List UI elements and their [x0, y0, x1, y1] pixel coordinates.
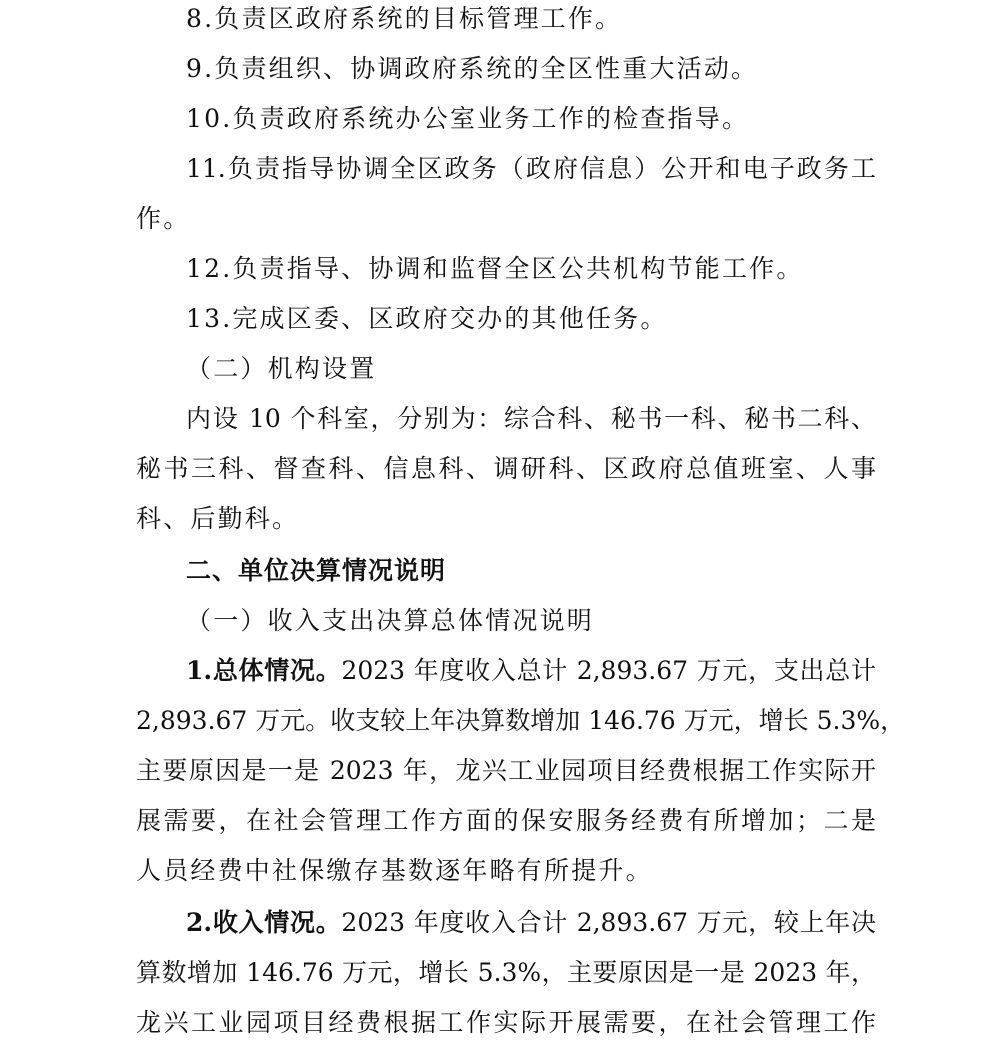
duty-item-13: 13.完成区委、区政府交办的其他任务。 — [186, 304, 668, 333]
overall-paragraph-line-3: 主要原因是一是 2023 年，龙兴工业园项目经费根据工作实际开 — [136, 756, 876, 785]
overall-paragraph-line-1: 1.总体情况。2023 年度收入总计 2,893.67 万元，支出总计 — [186, 656, 876, 685]
org-paragraph-line-2: 秘书三科、督查科、信息科、调研科、区政府总值班室、人事 — [136, 454, 876, 483]
income-paragraph-line-2: 算数增加 146.76 万元，增长 5.3%，主要原因是一是 2023 年， — [136, 958, 876, 987]
duty-item-9: 9.负责组织、协调政府系统的全区性重大活动。 — [186, 54, 759, 83]
income-paragraph-line-1: 2.收入情况。2023 年度收入合计 2,893.67 万元，较上年决 — [186, 908, 876, 937]
overall-paragraph-line-4: 展需要，在社会管理工作方面的保安服务经费有所增加；二是 — [136, 806, 876, 835]
overall-paragraph-line-5: 人员经费中社保缴存基数逐年略有所提升。 — [136, 856, 653, 885]
overall-label: 1.总体情况。 — [186, 656, 342, 685]
org-paragraph-line-1: 内设 10 个科室，分别为：综合科、秘书一科、秘书二科、 — [186, 404, 876, 433]
duty-item-11: 11.负责指导协调全区政务（政府信息）公开和电子政务工 — [186, 154, 876, 183]
section-heading-final-accounts: 二、单位决算情况说明 — [186, 556, 447, 585]
duty-item-11-cont: 作。 — [136, 204, 191, 233]
duty-item-8: 8.负责区政府系统的目标管理工作。 — [186, 4, 623, 33]
org-paragraph-line-3: 科、后勤科。 — [136, 504, 300, 533]
duty-item-12: 12.负责指导、协调和监督全区公共机构节能工作。 — [186, 254, 804, 283]
section-heading-org: （二）机构设置 — [186, 354, 377, 383]
duty-item-10: 10.负责政府系统办公室业务工作的检查指导。 — [186, 104, 750, 133]
subsection-heading-income-expense: （一）收入支出决算总体情况说明 — [186, 606, 595, 635]
income-label: 2.收入情况。 — [186, 908, 342, 937]
income-paragraph-line-3: 龙兴工业园项目经费根据工作实际开展需要，在社会管理工作 — [136, 1008, 876, 1037]
overall-paragraph-line-2: 2,893.67 万元。收支较上年决算数增加 146.76 万元，增长 5.3%， — [136, 706, 906, 735]
